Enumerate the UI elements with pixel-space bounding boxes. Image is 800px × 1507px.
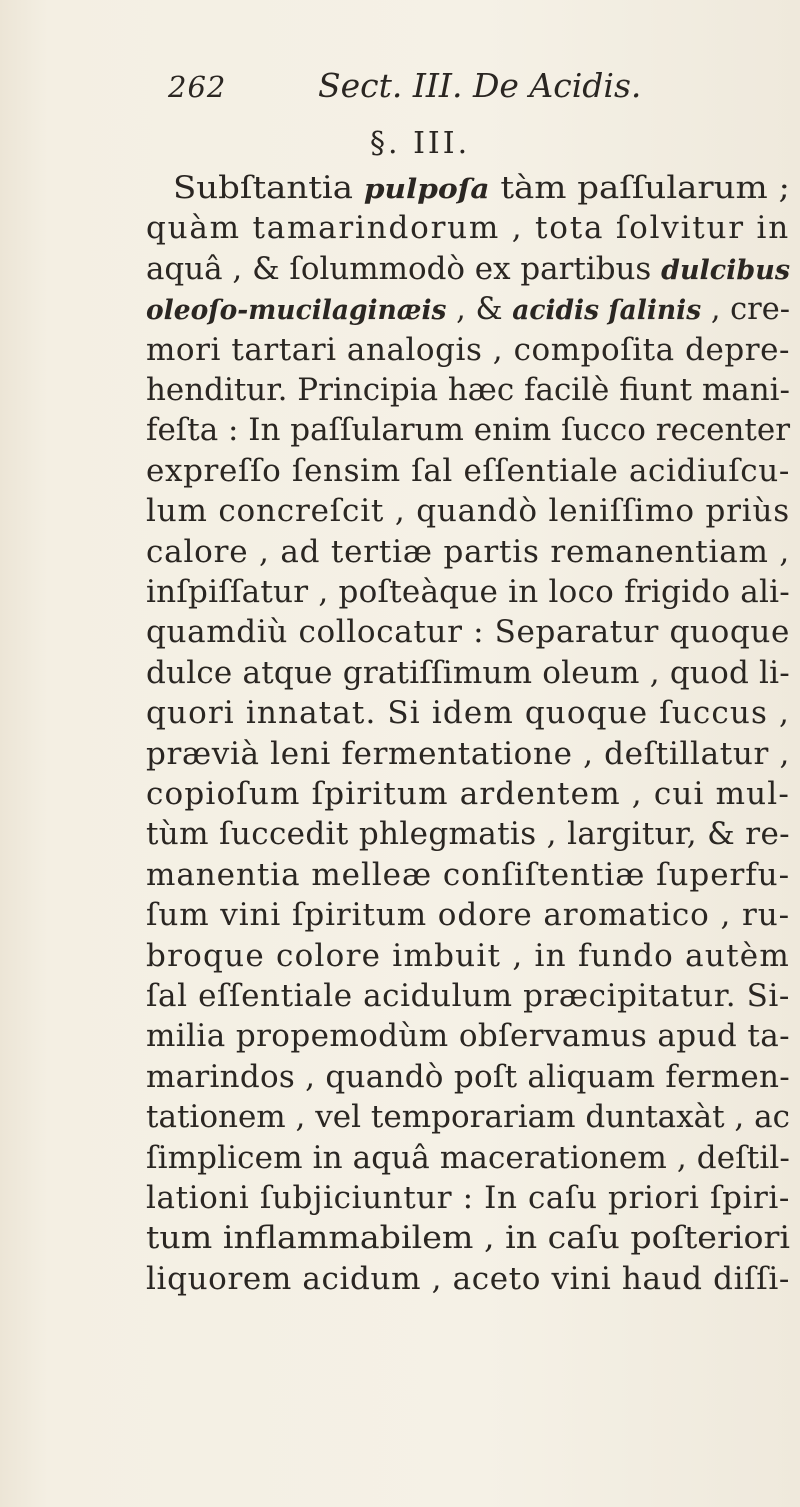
text-line — [146, 1097, 790, 1137]
text-line — [146, 734, 790, 774]
text-line — [146, 976, 790, 1016]
page-number: 262 — [168, 70, 227, 104]
text-run: milia propemodùm obſervamus apud ta- — [146, 1018, 790, 1055]
text-line — [146, 895, 790, 935]
text-run: ſal eſſentiale acidulum præcipitatur. Si- — [146, 978, 790, 1014]
text-line — [146, 855, 790, 895]
text-run: tationem , vel temporariam duntaxàt , ac — [146, 1099, 790, 1136]
text-line — [146, 410, 790, 450]
text-run: quamdiù collocatur : Separatur quoque — [146, 614, 790, 651]
text-line — [146, 612, 790, 652]
text-line — [146, 289, 790, 329]
text-run: ſimplicem in aquâ macerationem , deſtil- — [146, 1139, 790, 1176]
text-run: tùm ſuccedit phlegmatis , largitur, & re- — [146, 816, 790, 853]
text-run: expreſſo ſensim ſal eſſentiale acidiuſcu- — [146, 452, 790, 489]
text-run: liquorem acidum , aceto vini haud diſſi- — [146, 1260, 790, 1297]
running-head — [168, 66, 642, 110]
text-run: , & — [446, 291, 513, 328]
text-line — [146, 572, 790, 612]
text-line — [146, 693, 790, 733]
text-line — [146, 653, 790, 693]
text-line — [146, 330, 790, 370]
text-line — [146, 249, 790, 289]
text-line — [146, 1218, 790, 1258]
text-run: , cre- — [701, 291, 790, 328]
text-line — [173, 168, 790, 208]
text-line — [146, 532, 790, 572]
text-line — [146, 491, 790, 531]
text-line — [146, 774, 790, 814]
text-line — [146, 1138, 790, 1178]
running-head-title: Sect. III. De Acidis. — [318, 66, 642, 105]
text-run: prævià leni fermentatione , deſtillatur , — [146, 735, 790, 772]
text-run: marindos , quandò poſt aliquam fermen- — [146, 1058, 790, 1095]
text-run: Subſtantia — [173, 170, 364, 206]
italic-phrase: oleoſo-mucilaginæis — [146, 295, 447, 327]
text-run: quàm tamarindorum , tota ſolvitur in — [146, 210, 790, 247]
text-line — [146, 1259, 790, 1299]
text-run: quori innatat. Si idem quoque ſuccus , — [146, 695, 790, 732]
italic-phrase: acidis ſalinis — [512, 295, 702, 327]
text-run: lationi ſubjiciuntur : In caſu priori ſpiri- — [146, 1180, 790, 1216]
text-run: copioſum ſpiritum ardentem , cui mul- — [146, 776, 790, 812]
text-run: dulce atque gratiſſimum oleum , quod li- — [146, 654, 790, 691]
text-line — [146, 451, 790, 491]
text-run: calore , ad tertiæ partis remanentiam , — [146, 533, 790, 570]
text-run: feſta : In paſſularum enim ſucco recenter — [146, 412, 790, 449]
text-line — [146, 1057, 790, 1097]
text-line — [146, 1178, 790, 1218]
section-heading: §. III. — [370, 126, 471, 161]
text-run: broque colore imbuit , in fundo autèm — [146, 937, 790, 974]
text-run: inſpiſſatur , poſteàque in loco frigido ali- — [146, 574, 790, 610]
text-line — [146, 814, 790, 854]
text-run: mori tartari analogis , compoſita depre- — [146, 331, 790, 368]
text-line — [146, 370, 790, 410]
text-run: henditur. Principia hæc facilè fiunt mani- — [146, 372, 790, 408]
text-run: tum inflammabilem , in caſu poſteriori — [146, 1220, 790, 1257]
text-run: ſum vini ſpiritum odore aromatico , ru- — [146, 897, 790, 934]
text-run: aquâ , & ſolummodò ex partibus — [146, 250, 662, 287]
text-line — [146, 208, 790, 248]
text-run: tàm paſſularum ; — [489, 170, 790, 206]
italic-phrase: dulcibus — [661, 254, 790, 286]
text-run: manentia melleæ conſiſtentiæ ſuperfu- — [146, 856, 790, 893]
text-run: lum concreſcit , quandò leniſſimo priùs — [146, 493, 790, 530]
text-line — [146, 1016, 790, 1056]
italic-phrase: pulpoſa — [363, 174, 490, 205]
text-line — [146, 936, 790, 976]
